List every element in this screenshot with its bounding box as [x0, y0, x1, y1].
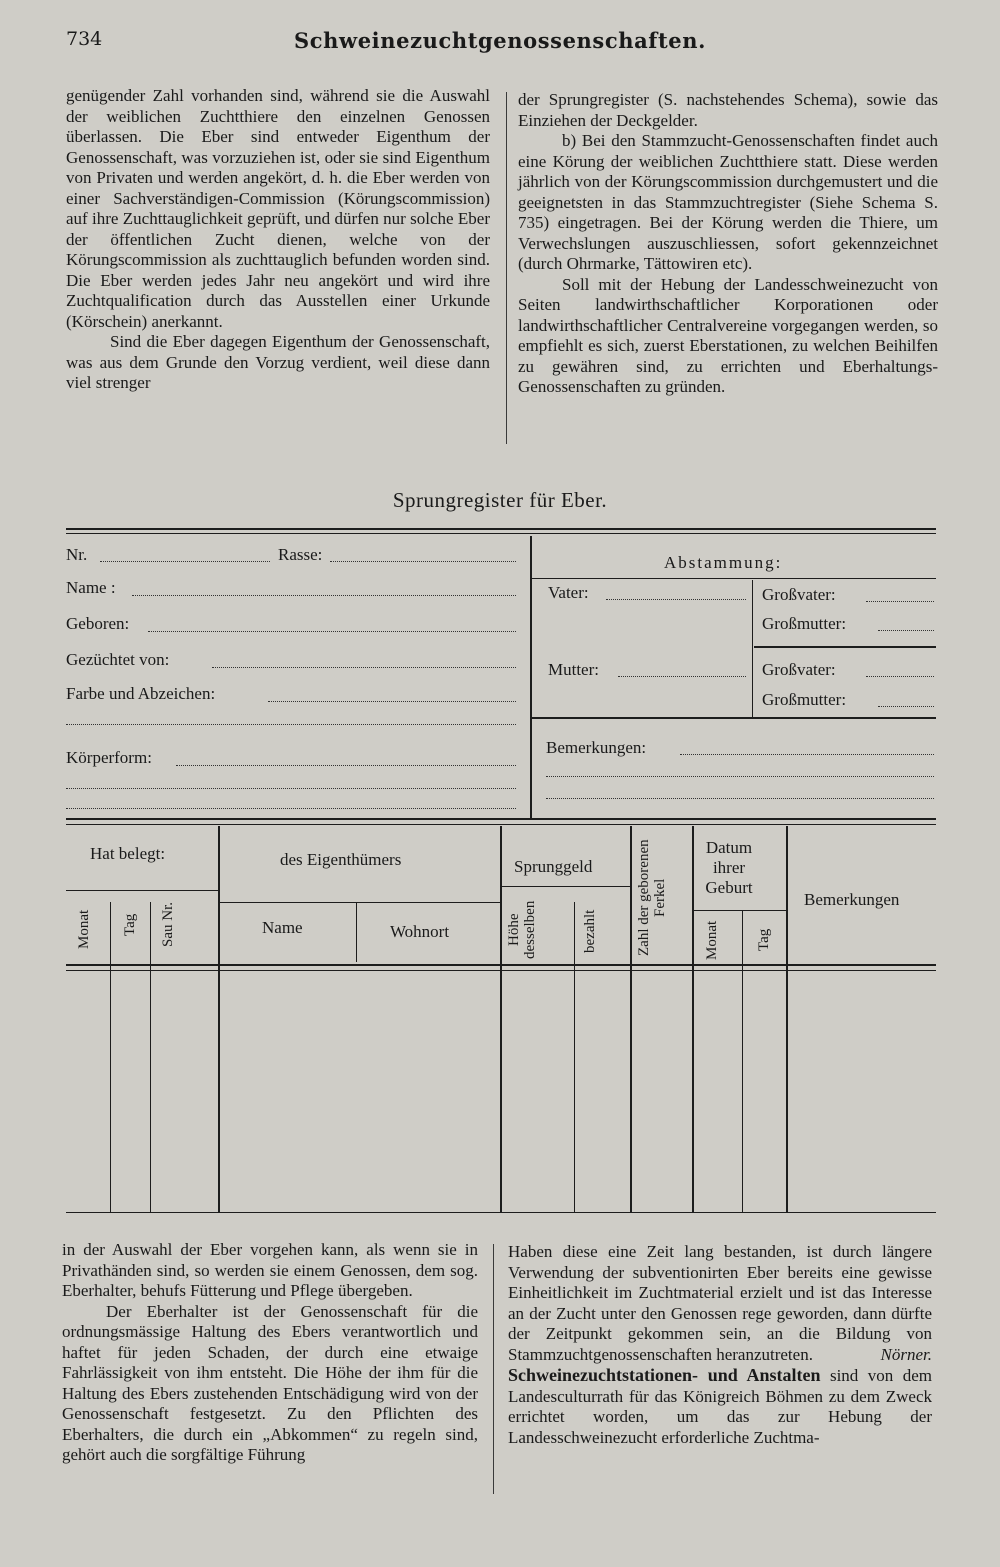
author-signature: Nörner.	[880, 1344, 932, 1364]
geburt-monat-header: Monat	[704, 920, 720, 960]
paragraph: in der Auswahl der Eber vorgehen kann, als wenn sie in Privathänden sind, so werden sie einem Genossen, dem sog. Eberhalter, behufs Fütterung und Pflege übergeben.	[62, 1240, 478, 1300]
farbe-field[interactable]	[268, 701, 516, 702]
abstammung-heading: Abstammung:	[664, 553, 783, 572]
sau-nr-header: Sau Nr.	[160, 902, 176, 948]
column-divider	[506, 92, 507, 444]
grossmutter-1-field[interactable]	[878, 630, 934, 631]
grossvater-1-label: Großvater:	[762, 585, 836, 604]
geboren-field[interactable]	[148, 631, 516, 632]
gezuechtet-label: Gezüchtet von:	[66, 650, 170, 669]
table-top-rule-2	[66, 824, 936, 825]
bemerkungen-field-line-3[interactable]	[546, 798, 934, 799]
sprunggeld-header: Sprunggeld	[514, 857, 593, 876]
page-number: 734	[66, 28, 103, 50]
form-top-rule-2	[66, 533, 936, 534]
paragraph: Der Eberhalter ist der Genossenschaft für die ordnungsmässige Haltung des Ebers verantwortlich und haftet für jeden Schaden, der durch eine etwaige Fahrlässigkeit von ihm entsteht. Die Höhe der ihm für die Haltung des Ebers zustehenden Entschädigung wird von der Genossenschaft festgesetzt. Zu den Pflichten des Eberhalters, die durch ein „Abkommen“ zu regeln sind, gehört auch die sorgfältige Führung	[62, 1301, 478, 1464]
vater-label: Vater:	[548, 583, 589, 602]
nr-label: Nr.	[66, 545, 88, 564]
col-sep-tag	[110, 902, 111, 1212]
geboren-label: Geboren:	[66, 614, 130, 633]
koerperform-field-line-2[interactable]	[66, 788, 516, 789]
koerperform-field[interactable]	[176, 765, 516, 766]
paragraph: der Sprungregister (S. nachstehendes Schema), sowie das Einziehen der Deckgelder.	[518, 90, 938, 130]
name-label: Name :	[66, 578, 116, 597]
column-divider	[493, 1244, 494, 1494]
grossparents-divider	[752, 580, 753, 717]
datum-geburt-header: Datum ihrer Geburt	[705, 838, 753, 897]
section-heading: Schweinezuchtstationen- und Anstalten	[508, 1365, 821, 1385]
form-top-rule	[66, 528, 936, 530]
subheader-rule-eigenthuemer	[220, 902, 500, 903]
geburt-tag-header: Tag	[756, 928, 772, 952]
name-header: Name	[262, 918, 303, 937]
col-sep-sprunggeld	[500, 826, 502, 1212]
paragraph: b) Bei den Stammzucht-Genossenschaften findet auch eine Körung der weiblichen Zuchtthiere statt. Diese werden jährlich von der Körungscommission durchgemustert und die geeignetsten in das Stammzuchtregister (Siehe Schema S. 735) eingetragen. Bei der Körung werden die Thiere, um Verwechslungen auszuschliessen, sofort gekennzeichnet (durch Ohrmarke, Tättowiren etc).	[518, 131, 938, 273]
bottom-right-column	[508, 1242, 932, 1448]
vater-field[interactable]	[606, 599, 746, 600]
grossvater-2-label: Großvater:	[762, 660, 836, 679]
bemerkungen-field-line-2[interactable]	[546, 776, 934, 777]
col-sep-wohnort	[356, 902, 357, 962]
rasse-label: Rasse:	[278, 545, 323, 564]
grossvater-2-field[interactable]	[866, 676, 934, 677]
table-bottom-rule	[66, 1212, 936, 1213]
top-right-column	[518, 90, 938, 398]
bemerkungen-header: Bemerkungen	[804, 890, 900, 909]
koerperform-field-line-3[interactable]	[66, 808, 516, 809]
col-sep-geburt-tag	[742, 910, 743, 1212]
paragraph-text: Haben diese eine Zeit lang bestanden, ist durch längere Verwendung der subventionirten Eber bereits eine gewisse Einheitlichkeit im Zuchtmaterial erzielt und ist das Interesse an der Zucht unter den Genossen rege geworden, dann dürfte der Zeitpunkt gekommen sein, an die Bildung von Stammzuchtgenossenschaften heranzutreten.	[508, 1242, 932, 1364]
wohnort-header: Wohnort	[390, 922, 450, 941]
grossmutter-2-label: Großmutter:	[762, 690, 847, 709]
bemerkungen-rule	[532, 717, 936, 719]
hat-belegt-header: Hat belegt:	[90, 844, 166, 863]
rasse-field[interactable]	[330, 561, 516, 562]
gezuechtet-field[interactable]	[212, 667, 516, 668]
col-sep-sau	[150, 902, 151, 1212]
des-eigenthuemers-header: des Eigenthümers	[280, 850, 402, 869]
col-sep-ferkel	[630, 826, 632, 1212]
farbe-label: Farbe und Abzeichen:	[66, 684, 216, 703]
table-header-bottom-rule-2	[66, 970, 936, 971]
bemerkungen-field[interactable]	[680, 754, 934, 755]
hoehe-header: Höhe desselben	[506, 900, 538, 960]
running-head	[66, 28, 934, 58]
top-left-column	[66, 86, 490, 394]
mutter-label: Mutter:	[548, 660, 599, 679]
grossmutter-1-label: Großmutter:	[762, 614, 847, 633]
form-title: Sprungregister für Eber.	[392, 488, 608, 512]
mutter-field[interactable]	[618, 676, 746, 677]
table-top-rule	[66, 818, 936, 820]
subheader-rule-left	[66, 890, 218, 891]
paragraph: Soll mit der Hebung der Landesschweinezucht von Seiten landwirthschaftlicher Korporationen oder landwirthschaftlicher Centralvereine vorgegangen werden, so empfiehlt es sich, zuerst Eberstationen, zu welchen Beihilfen zu gewähren sind, zu errichten und Eberhaltungs-Genossenschaften zu gründen.	[518, 274, 938, 396]
grossvater-1-field[interactable]	[866, 601, 934, 602]
subheader-rule-sprunggeld	[502, 886, 630, 887]
col-sep-datum	[692, 826, 694, 1212]
paragraph: genügender Zahl vorhanden sind, während sie die Auswahl der weiblichen Zuchtthiere den einzelnen Genossen überlassen. Die Eber sind entweder Eigenthum der Genossenschaft, was vorzuziehen ist, oder sie sind Eigenthum von Privaten und werden angekört, d. h. die Eber werden von einer Sachverständigen-Commission (Körungscommission) auf ihre Zuchttauglichkeit geprüft, und dürfen nur solche Eber der öffentlichen Zucht dienen, welche von der Körungscommission als zuchttauglich befunden worden sind. Die Eber werden jedes Jahr neu angekört und wird ihre Zuchtqualification durch das Ausstellen einer Urkunde (Körschein) anerkannt.	[66, 86, 490, 331]
paragraph	[508, 1365, 932, 1448]
paragraph	[508, 1242, 932, 1365]
table-header-bottom-rule	[66, 964, 936, 966]
col-sep-eigenthuemer	[218, 826, 220, 1212]
zahl-ferkel-header: Zahl der geborenen Ferkel	[636, 839, 668, 957]
grossmutter-2-field[interactable]	[878, 706, 934, 707]
nr-field[interactable]	[100, 561, 270, 562]
bezahlt-header: bezahlt	[582, 909, 598, 953]
farbe-field-line-2[interactable]	[66, 724, 516, 725]
grossparents-rule	[754, 646, 936, 648]
name-field[interactable]	[132, 595, 516, 596]
koerperform-label: Körperform:	[66, 748, 152, 767]
running-title: Schweinezuchtgenossenschaften.	[294, 28, 706, 53]
col-sep-bezahlt	[574, 902, 575, 1212]
col-sep-bemerkungen	[786, 826, 788, 1212]
abstammung-rule	[532, 578, 936, 579]
bottom-left-column	[62, 1240, 478, 1466]
paragraph: Sind die Eber dagegen Eigenthum der Genossenschaft, was aus dem Grunde den Vorzug verdient, weil diese dann viel strenger	[66, 332, 490, 392]
paragraph-text: sind von dem Landesculturrath für das Königreich Böhmen zu dem Zweck errichtet worden, um das zur Hebung der Landesschweinezucht erforderliche Zuchtma-	[508, 1366, 932, 1447]
subheader-rule-datum	[694, 910, 786, 911]
bemerkungen-label: Bemerkungen:	[546, 738, 647, 757]
tag-header: Tag	[122, 913, 138, 937]
monat-header: Monat	[76, 909, 92, 949]
